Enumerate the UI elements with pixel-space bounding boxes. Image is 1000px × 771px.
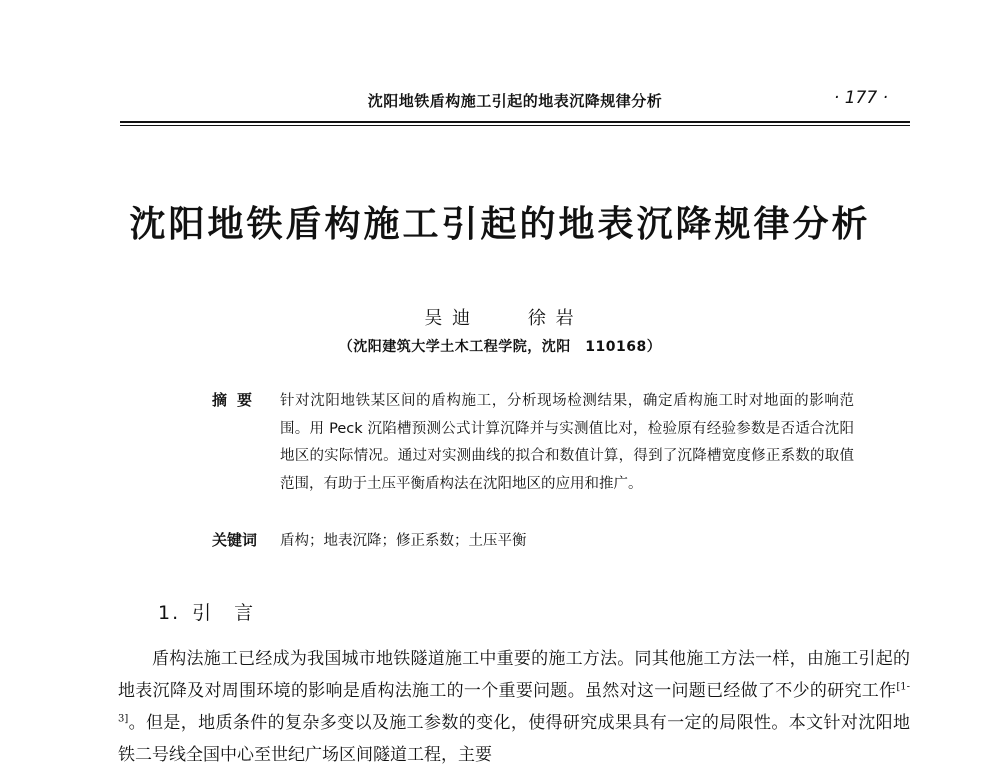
author-1: 吴 迪 (424, 308, 473, 329)
header-rule-thin (120, 125, 910, 126)
section-title: 引 言 (192, 602, 256, 624)
running-title: 沈阳地铁盾构施工引起的地表沉降规律分析 (367, 92, 663, 110)
paper-title: 沈阳地铁盾构施工引起的地表沉降规律分析 (129, 203, 871, 245)
keywords-label: 关键词 (212, 531, 258, 549)
running-header (120, 88, 910, 118)
abstract-text: 针对沈阳地铁某区间的盾构施工，分析现场检测结果，确定盾构施工时对地面的影响范围。用 Peck 沉陷槽预测公式计算沉降并与实测值比对，检验原有经验参数是否适合沈阳地区的实际情况。通过对实测曲线的拟合和数值计算，得到了沉降槽宽度修正系数的取值范围，有助于土压平衡盾构法在沈阳地区的应用和推广。 (280, 393, 854, 492)
abstract-label: 摘要 (212, 391, 263, 409)
body-text-part2: 。但是，地质条件的复杂多变以及施工参数的变化，使得研究成果具有一定的局限性。本文针对沈阳地铁二号线全国中心至世纪广场区间隧道工程，主要 (118, 713, 910, 765)
affiliation: （沈阳建筑大学土木工程学院，沈阳 110168） (338, 339, 662, 355)
body-paragraph (118, 643, 910, 771)
body-text-part1: 盾构法施工已经成为我国城市地铁隧道施工中重要的施工方法。同其他施工方法一样，由施工引起的地表沉降及对周围环境的影响是盾构法施工的一个重要问题。虽然对这一问题已经做了不少的研究工作 (118, 649, 910, 701)
section-heading (158, 598, 255, 625)
section-number: 1. (158, 602, 181, 624)
author-2: 徐 岩 (527, 308, 576, 329)
keywords-text: 盾构；地表沉降；修正系数；土压平衡 (280, 533, 527, 549)
body-text (118, 643, 910, 771)
citation: [1-3] (118, 681, 910, 725)
authors (0, 304, 1000, 330)
page-number: · 177 · (833, 88, 888, 108)
header-rule-thick (120, 121, 910, 123)
